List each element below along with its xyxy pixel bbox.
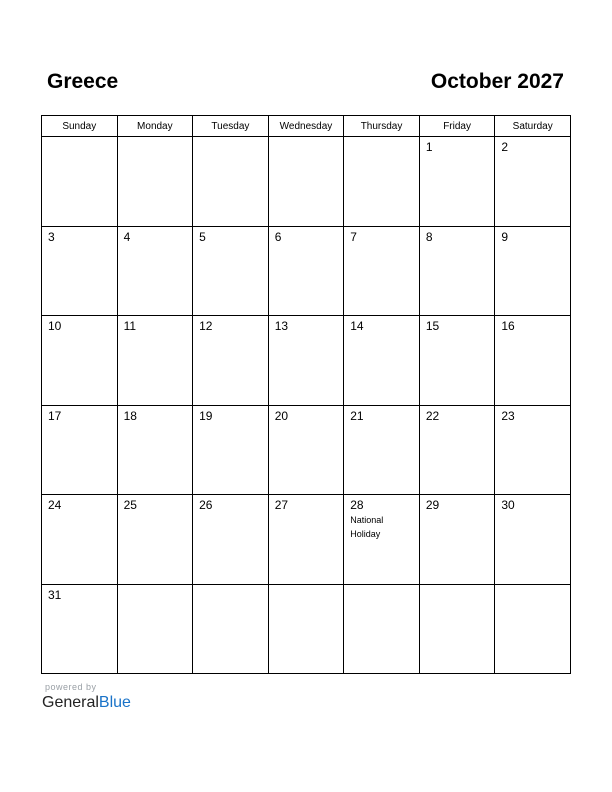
week-row <box>42 584 571 674</box>
day-number: 27 <box>274 498 289 512</box>
empty-day-cell <box>268 137 344 227</box>
day-number: 20 <box>274 408 289 423</box>
day-number: 26 <box>199 498 213 512</box>
weekday-header: Wednesday <box>268 116 344 137</box>
day-cell <box>268 226 344 316</box>
empty-day-cell <box>42 137 118 227</box>
day-cell <box>495 495 571 585</box>
day-number: 1 <box>425 140 433 154</box>
brand-logo[interactable] <box>42 694 131 712</box>
calendar-grid <box>41 115 571 674</box>
day-number: 7 <box>350 229 357 244</box>
week-row <box>42 226 571 316</box>
empty-day-cell <box>419 584 495 674</box>
brand-general-text: General <box>42 694 99 711</box>
day-cell <box>419 405 495 495</box>
day-cell <box>117 495 193 585</box>
empty-day-cell <box>117 137 193 227</box>
weekday-header: Thursday <box>344 116 420 137</box>
week-row <box>42 405 571 495</box>
day-cell <box>268 495 344 585</box>
day-cell <box>42 316 118 406</box>
day-number: 14 <box>350 319 364 333</box>
day-number: 15 <box>425 319 440 333</box>
weekday-header: Sunday <box>42 116 118 137</box>
day-number: 4 <box>123 229 131 244</box>
day-number: 31 <box>48 587 62 602</box>
day-number: 18 <box>123 408 137 423</box>
weekday-header: Monday <box>117 116 193 137</box>
day-cell <box>495 405 571 495</box>
day-number: 30 <box>501 498 515 512</box>
empty-day-cell <box>495 584 571 674</box>
empty-day-cell <box>193 584 269 674</box>
weekday-header: Friday <box>419 116 495 137</box>
day-cell <box>419 495 495 585</box>
day-cell <box>117 405 193 495</box>
day-number: 23 <box>501 408 515 423</box>
week-row <box>42 316 571 406</box>
day-number: 2 <box>501 140 509 154</box>
day-number: 8 <box>425 229 433 244</box>
week-row <box>42 495 571 585</box>
day-number: 22 <box>425 408 440 423</box>
day-number: 29 <box>425 498 440 512</box>
day-cell <box>117 316 193 406</box>
day-cell <box>495 316 571 406</box>
day-cell <box>495 137 571 227</box>
day-cell <box>42 495 118 585</box>
day-cell <box>193 405 269 495</box>
brand-blue-text: Blue <box>98 694 131 711</box>
day-cell <box>42 226 118 316</box>
day-number: 6 <box>274 229 282 244</box>
day-number: 28 <box>350 498 364 512</box>
powered-by-text: powered by <box>45 682 97 692</box>
day-cell <box>193 495 269 585</box>
month-title: October 2027 <box>430 70 564 93</box>
day-number: 12 <box>199 319 213 333</box>
holiday-label: National Holiday <box>350 515 384 539</box>
day-number: 13 <box>274 319 289 333</box>
day-cell <box>268 316 344 406</box>
day-cell <box>193 316 269 406</box>
day-cell <box>344 316 420 406</box>
day-cell <box>268 405 344 495</box>
country-title: Greece <box>47 70 119 93</box>
day-cell <box>344 226 420 316</box>
day-cell <box>42 584 118 674</box>
day-number: 5 <box>199 229 206 244</box>
day-number: 11 <box>123 319 137 333</box>
day-cell <box>42 405 118 495</box>
day-number: 10 <box>48 319 62 333</box>
empty-day-cell <box>344 137 420 227</box>
empty-day-cell <box>193 137 269 227</box>
day-number: 19 <box>199 408 213 423</box>
weekday-header: Saturday <box>495 116 571 137</box>
empty-day-cell <box>268 584 344 674</box>
week-row <box>42 137 571 227</box>
day-cell <box>419 226 495 316</box>
day-number: 9 <box>501 229 509 244</box>
day-number: 25 <box>123 498 137 512</box>
day-number: 3 <box>48 229 55 244</box>
day-cell <box>193 226 269 316</box>
day-cell <box>419 137 495 227</box>
day-cell <box>419 316 495 406</box>
day-number: 24 <box>48 498 62 512</box>
day-number: 16 <box>501 319 515 333</box>
day-number: 21 <box>350 408 364 423</box>
empty-day-cell <box>117 584 193 674</box>
day-cell <box>344 495 420 585</box>
day-number: 17 <box>48 408 62 423</box>
empty-day-cell <box>344 584 420 674</box>
day-cell <box>117 226 193 316</box>
weekday-header: Tuesday <box>193 116 269 137</box>
day-cell <box>344 405 420 495</box>
weekday-header-row <box>42 116 571 137</box>
day-cell <box>495 226 571 316</box>
